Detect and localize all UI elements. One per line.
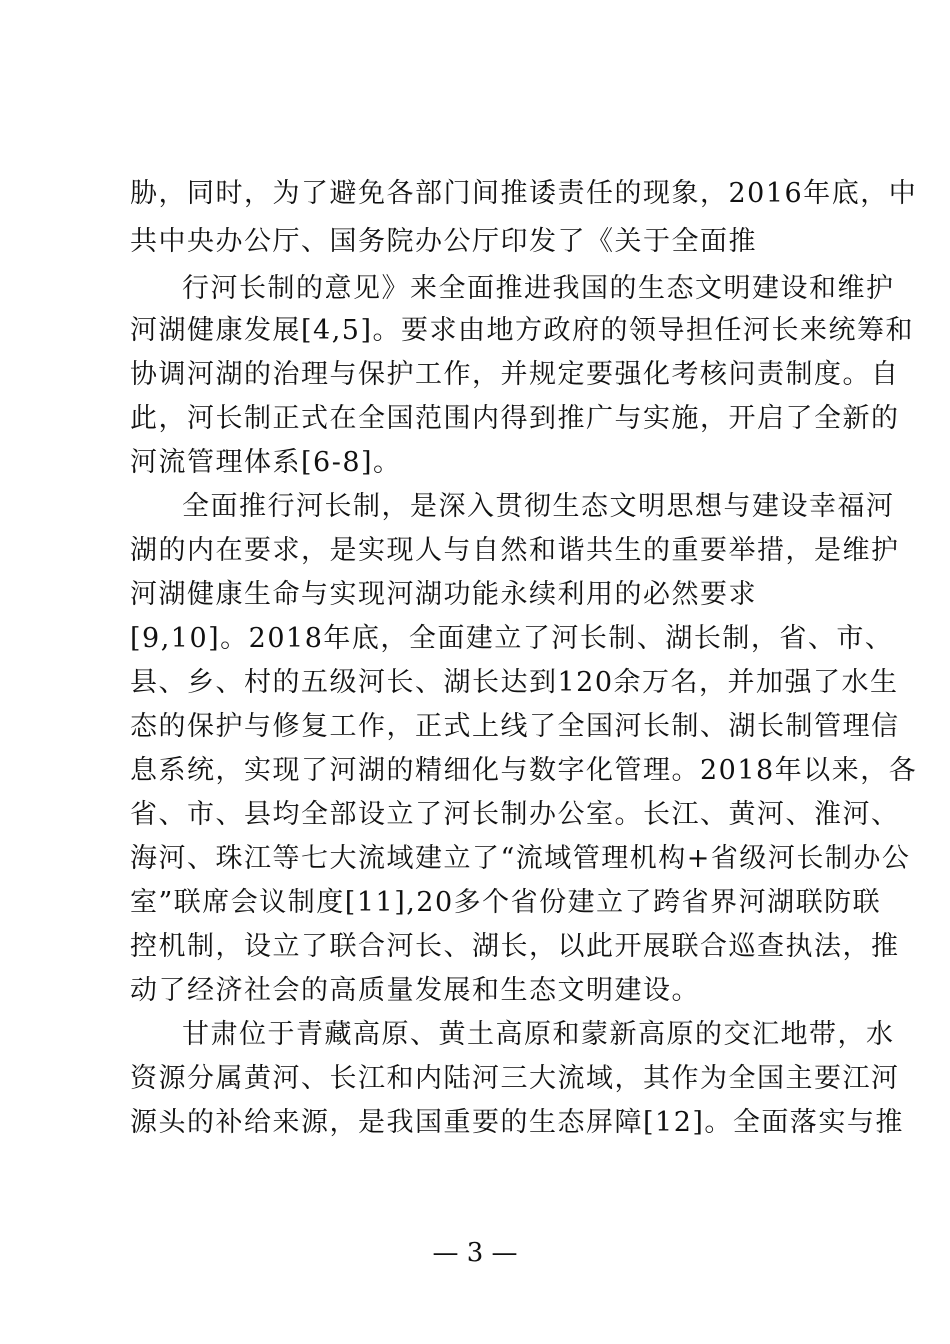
paragraph-line: 省、市、县均全部设立了河长制办公室。长江、黄河、淮河、 [130,799,900,830]
page-number: — 3 — [432,1238,518,1268]
paragraph-line: 此，河长制正式在全国范围内得到推广与实施，开启了全新的 [130,403,900,434]
paragraph-line: 甘肃位于青藏高原、黄土高原和蒙新高原的交汇地带，水 [182,1019,895,1050]
paragraph-line: 室”联席会议制度[11],20多个省份建立了跨省界河湖联防联 [130,887,882,918]
paragraph-line: 胁，同时，为了避免各部门间推诿责任的现象，2016年底，中 [130,178,918,209]
paragraph-line: 动了经济社会的高质量发展和生态文明建设。 [130,975,700,1006]
paragraph-line: 湖的内在要求，是实现人与自然和谐共生的重要举措，是维护 [130,535,900,566]
paragraph-line: 源头的补给来源，是我国重要的生态屏障[12]。全面落实与推 [130,1107,904,1138]
paragraph-line: 行河长制的意见》来全面推进我国的生态文明建设和维护 [182,273,895,304]
paragraph-line: 县、乡、村的五级河长、湖长达到120余万名，并加强了水生 [130,667,899,698]
paragraph-line: 息系统，实现了河湖的精细化与数字化管理。2018年以来，各 [130,755,918,786]
paragraph-line: 河湖健康发展[4,5]。要求由地方政府的领导担任河长来统筹和 [130,315,915,346]
paragraph-line: 共中央办公厅、国务院办公厅印发了《关于全面推 [130,226,757,257]
paragraph-line: 协调河湖的治理与保护工作，并规定要强化考核问责制度。自 [130,359,900,390]
paragraph-line: [9,10]。2018年底，全面建立了河长制、湖长制，省、市、 [130,623,894,654]
paragraph-line: 资源分属黄河、长江和内陆河三大流域，其作为全国主要江河 [130,1063,900,1094]
paragraph-line: 控机制，设立了联合河长、湖长，以此开展联合巡查执法，推 [130,931,900,962]
paragraph-line: 全面推行河长制，是深入贯彻生态文明思想与建设幸福河 [182,491,895,522]
paragraph-line: 河湖健康生命与实现河湖功能永续利用的必然要求 [130,579,757,610]
paragraph-line: 河流管理体系[6-8]。 [130,447,402,478]
paragraph-line: 态的保护与修复工作，正式上线了全国河长制、湖长制管理信 [130,711,900,742]
paragraph-line: 海河、珠江等七大流域建立了“流域管理机构+省级河长制办公 [130,843,911,874]
